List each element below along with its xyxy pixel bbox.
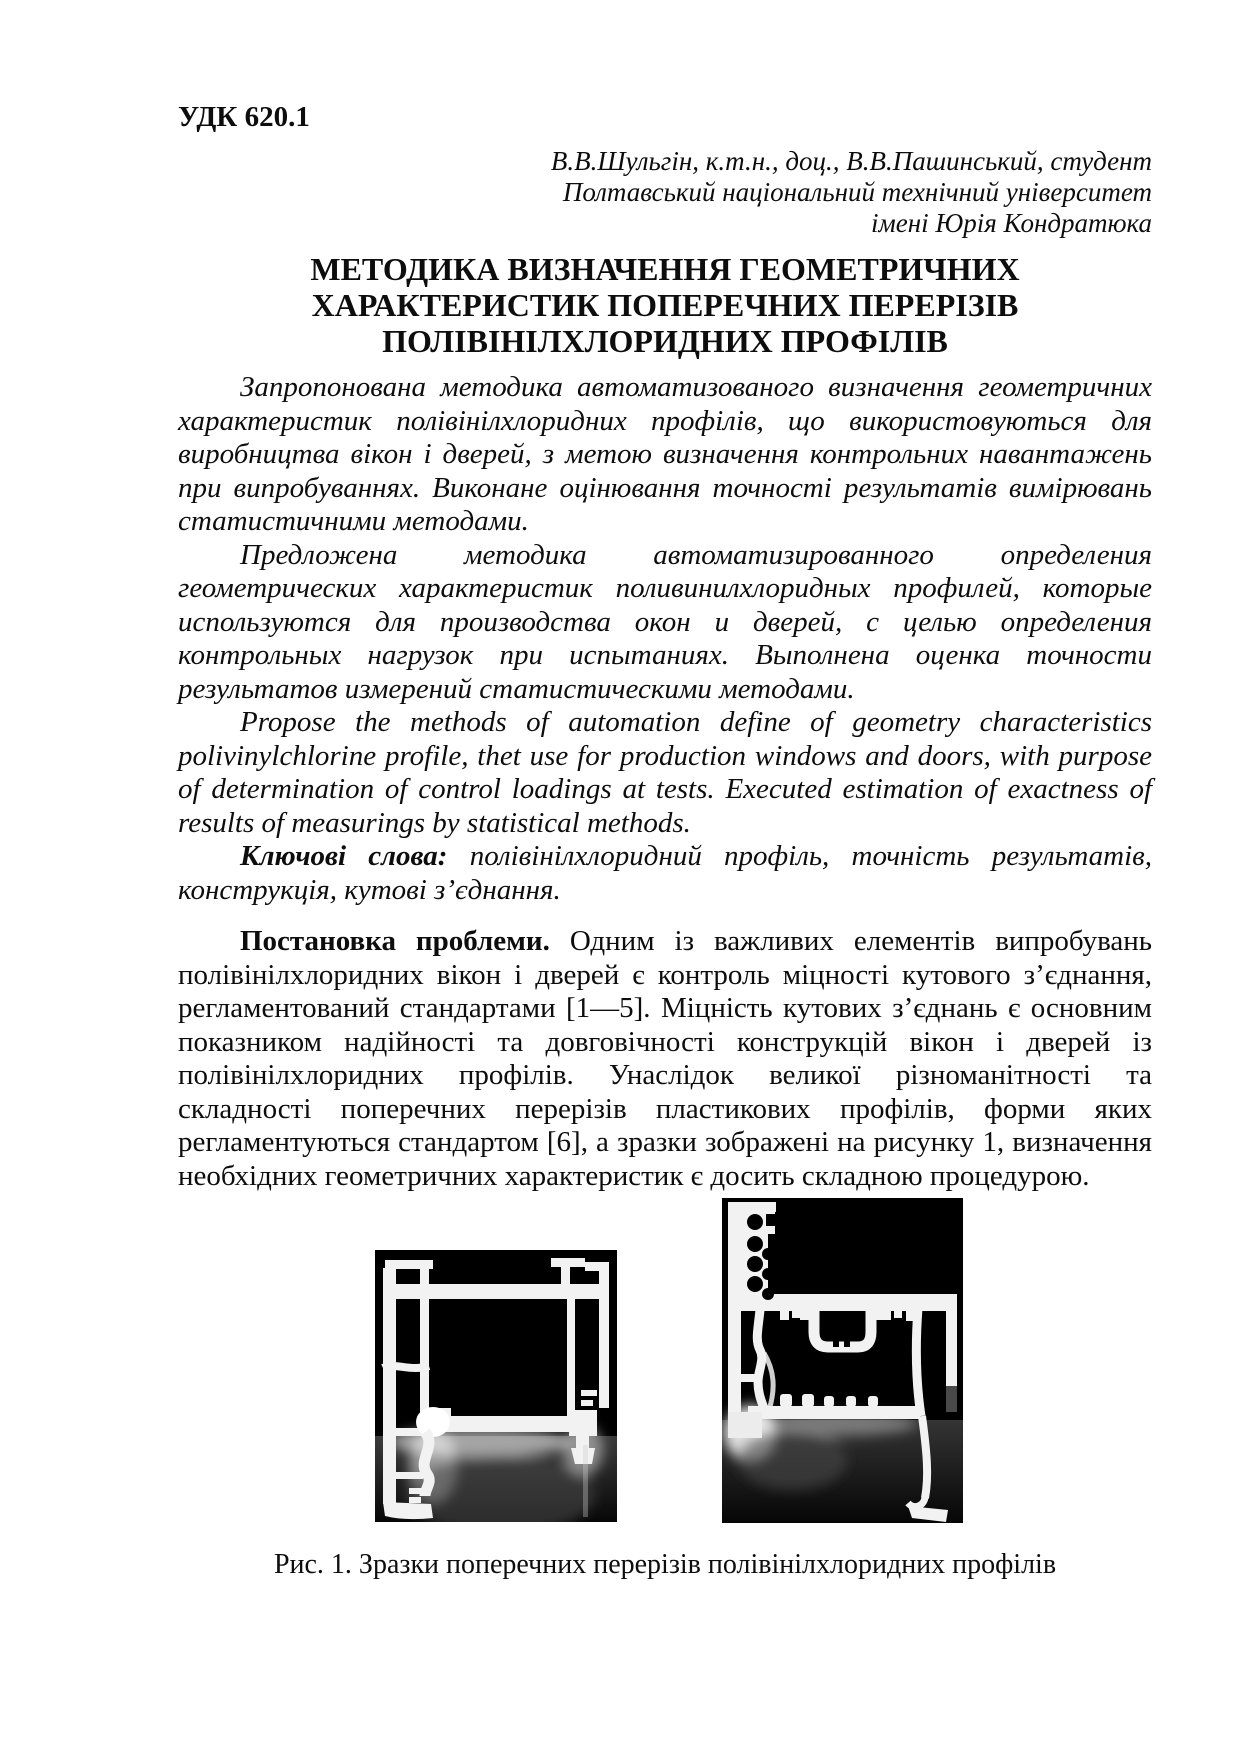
profile-photo-right-drawing xyxy=(722,1198,963,1523)
abstract-russian: Предложена методика автоматизированного определения геометрических характеристик поливинилхлоридных профилей, которые используются для производства окон и дверей, с целью определения контрольных нагрузок при испытаниях. Выполнена оценка точности результатов измерений статистическими методами. xyxy=(178,538,1152,705)
section-heading: Постановка проблеми. xyxy=(240,925,550,957)
figure-caption: Рис. 1. Зразки поперечних перерізів полівінілхлоридних профілів xyxy=(273,1549,1057,1580)
profile-photo-left-drawing xyxy=(375,1250,617,1522)
profile-cross-section-photo-left xyxy=(375,1250,617,1522)
affiliation-line-2: імені Юрія Кондратюка xyxy=(871,208,1152,238)
paper-content xyxy=(178,100,1152,1193)
udc-code: УДК 620.1 xyxy=(178,101,310,133)
author-line: В.В.Шульгін, к.т.н., доц., В.В.Пашинський, студент xyxy=(550,146,1152,176)
author-block xyxy=(178,146,1152,239)
keywords-paragraph xyxy=(178,840,1152,907)
section-body-text: Одним із важливих елементів випробувань полівінілхлоридних вікон і дверей є контроль міцності кутового з’єднання, регламентований стандартами [1—5]. Міцність кутових з’єднань є основним показником надійності та довговічності конструкцій вікон і дверей із полівінілхлоридних профілів. Унаслідок великої різноманітності та складності поперечних перерізів пластикових профілів, форми яких регламентуються стандартом [6], а зразки зображені на рисунку 1, визначення необхідних геометричних характеристик є досить складною процедурою. xyxy=(178,925,1152,1192)
abstract-english: Propose the methods of automation define of geometry characteristics polivinylchlorine profile, thet use for production windows and doors, with purpose of determination of control loadings at tests. Executed estimation of exactness of results of measurings by statistical methods. xyxy=(178,706,1152,839)
section-problem-statement xyxy=(178,925,1152,1193)
abstract-ukrainian: Запропонована методика автоматизованого визначення геометричних характеристик полівінілхлоридних профілів, що використовуються для виробництва вікон і дверей, з метою визначення контрольних навантажень при випробуваннях. Виконане оцінювання точності результатів вимірювань статистичними методами. xyxy=(178,371,1152,537)
affiliation-line: Полтавський національний технічний університет xyxy=(562,177,1152,207)
profile-cross-section-photo-right xyxy=(722,1198,963,1523)
keywords-text: полівінілхлоридний профіль, точність результатів, конструкція, кутові з’єднання. xyxy=(178,840,1152,906)
paper-title: МЕТОДИКА ВИЗНАЧЕННЯ ГЕОМЕТРИЧНИХ ХАРАКТЕРИСТИК ПОПЕРЕЧНИХ ПЕРЕРІЗІВ ПОЛІВІНІЛХЛОРИДНИХ ПРОФІЛІВ xyxy=(310,251,1020,359)
keywords-label: Ключові слова: xyxy=(240,840,448,872)
